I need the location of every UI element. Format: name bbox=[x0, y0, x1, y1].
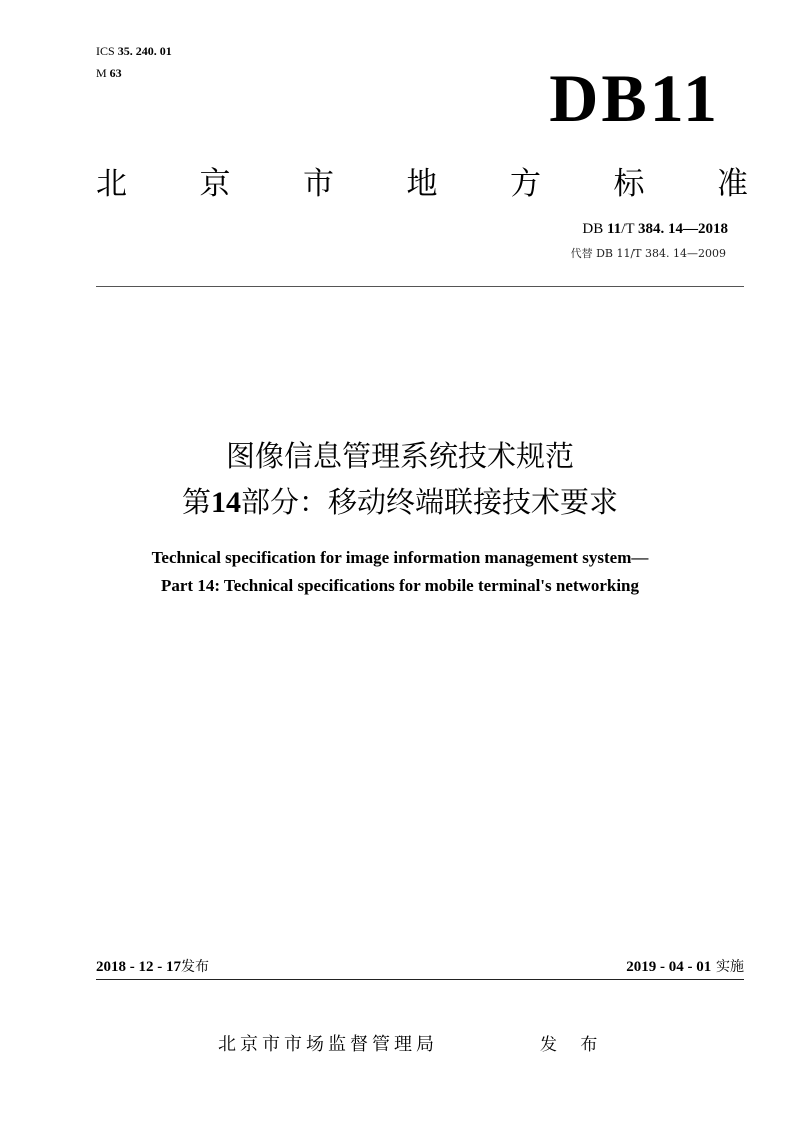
standard-type-char: 地 bbox=[406, 166, 438, 202]
standard-region: 11 bbox=[607, 221, 622, 237]
effective-date-value: 2019 - 04 - 01 bbox=[626, 959, 712, 975]
standard-type-char: 准 bbox=[717, 166, 748, 202]
standard-type-char: 市 bbox=[303, 166, 334, 202]
standard-prefix: DB bbox=[582, 221, 604, 237]
ics-line bbox=[96, 40, 172, 62]
title-zh-line2 bbox=[0, 480, 800, 521]
standard-slash-t: /T bbox=[621, 221, 635, 237]
title-part-number: 14 bbox=[211, 486, 241, 519]
m-line bbox=[96, 62, 172, 84]
ics-label: ICS bbox=[96, 44, 115, 58]
standard-type-char: 京 bbox=[199, 166, 231, 202]
issue-label: 发布 bbox=[181, 959, 209, 975]
effective-label: 实施 bbox=[716, 959, 744, 975]
replaces-note: 代替 DB 11/T 384. 14—2009 bbox=[570, 247, 726, 260]
title-en-line2: Part 14: Technical specifications for mobile terminal's networking bbox=[160, 576, 639, 595]
issue-date bbox=[96, 956, 209, 976]
title-zh-line2-prefix: 第 bbox=[181, 485, 211, 519]
header-divider bbox=[96, 286, 744, 287]
standard-type-char: 北 bbox=[96, 166, 127, 202]
standard-type-char: 标 bbox=[613, 166, 645, 202]
m-label: M bbox=[96, 66, 107, 80]
publish-label: 发 布 bbox=[540, 1035, 607, 1055]
effective-date bbox=[626, 956, 744, 976]
standard-number-value: 384. 14—2018 bbox=[638, 221, 728, 237]
title-zh-line2-suffix: 部分：移动终端联接技术要求 bbox=[241, 485, 619, 519]
standard-type-heading bbox=[96, 158, 748, 203]
ics-classification bbox=[96, 40, 172, 84]
dates-row bbox=[96, 957, 744, 980]
m-code: 63 bbox=[109, 66, 122, 80]
issue-date-value: 2018 - 12 - 17 bbox=[96, 959, 181, 975]
db11-logo: DB11 bbox=[549, 60, 720, 136]
title-en-line1: Technical specification for image information management system— bbox=[151, 548, 649, 567]
standard-type-char: 方 bbox=[510, 166, 541, 202]
standard-number bbox=[582, 221, 728, 238]
title-zh-line1: 图像信息管理系统技术规范 bbox=[225, 439, 574, 473]
ics-code: 35. 240. 01 bbox=[117, 44, 172, 58]
publisher-name: 北京市市场监督管理局 bbox=[218, 1034, 438, 1055]
